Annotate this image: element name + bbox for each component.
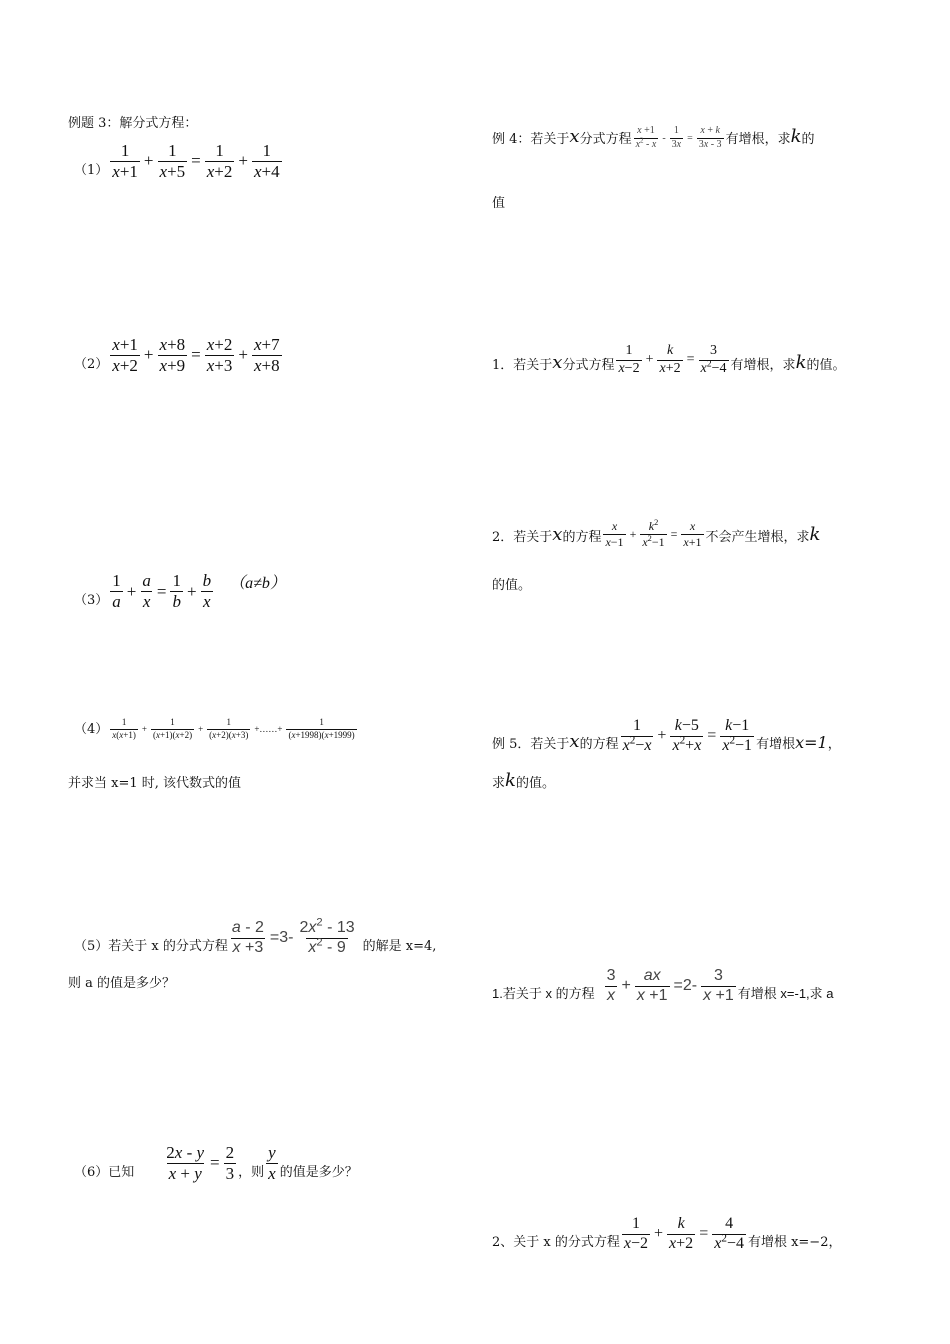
- question-2-k: k: [809, 524, 821, 546]
- question-2b: [492, 1216, 841, 1253]
- problem-6: [74, 1144, 358, 1183]
- problem-4-expression: $\frac{1}{x(x+1)}$ + $\frac{1}{(x+1)(x+2)}$ + $\frac{1}{(x+2)(x+3)}$ +……+ $\frac{1}{(x+1998)(x+1999)}$: [112, 717, 355, 740]
- example-4-k: k: [790, 126, 802, 147]
- example-5: [492, 718, 841, 755]
- example-4-suffix: 有增根，求: [725, 132, 791, 147]
- example-5-prefix: 例 5．若关于: [492, 736, 570, 752]
- problem-5: [74, 916, 437, 957]
- example-5-line2: [492, 770, 555, 794]
- example-5-mid: 的方程: [579, 736, 619, 752]
- section-heading: 例题 3：解分式方程：: [68, 116, 198, 131]
- example-4: [492, 126, 815, 150]
- question-2: [492, 520, 820, 548]
- problem-5-line2: 则 a 的值是多少？: [68, 976, 176, 991]
- question-1-prefix: 1．若关于: [492, 358, 553, 374]
- problem-1-label: （1）: [74, 162, 109, 178]
- example-5-equation: $\frac{1}{x^2-x}$ + $\frac{k-5}{x^2+x}$ = $\frac{k-1}{x^2-1}$: [622, 717, 753, 754]
- question-2-equation: $\frac{x}{x-1}$ + $\frac{k^2}{x^2-1}$ = $\frac{x}{x+1}$: [605, 518, 702, 549]
- problem-6-equation: $\frac{2x - y}{x + y}$ = $\frac{2}{3}$: [166, 1143, 235, 1183]
- question-1b-equation: $\frac{3}{x}$ + $\frac{ax}{x +1}$ =2- $\frac{3}{x +1}$: [606, 967, 734, 1004]
- question-1b-prefix: 1.若关于 x 的方程: [492, 985, 595, 1001]
- problem-1: [74, 142, 284, 181]
- question-1-mid: 分式方程: [562, 358, 615, 374]
- question-2-prefix: 2．若关于: [492, 530, 553, 546]
- example-5-root: x=1: [795, 732, 828, 752]
- problem-2-equation: $\frac{x+1}{x+2}$ + $\frac{x+8}{x+9}$ = $\frac{x+2}{x+3}$ + $\frac{x+7}{x+8}$: [112, 335, 280, 375]
- question-1-suffix: 有增根，求: [730, 358, 796, 374]
- question-2-line2: 的值。: [492, 578, 532, 593]
- question-2b-prefix: 2、关于 x 的分式方程: [492, 1234, 620, 1250]
- problem-4-label: （4）: [74, 722, 109, 737]
- question-2-var: x: [552, 524, 563, 546]
- problem-5-suffix: 的解是 x=4,: [362, 938, 437, 954]
- problem-6-ratio: $\frac{y}{x}$: [268, 1143, 276, 1183]
- problem-4-note: 并求当 x=1 时, 该代数式的值: [68, 776, 242, 791]
- problem-3-equation: $\frac{1}{a}$ + $\frac{a}{x}$ = $\frac{1}{b}$ + $\frac{b}{x}$: [112, 571, 212, 612]
- example-5-line2a: 求: [492, 776, 506, 791]
- example-4-var: x: [569, 126, 580, 147]
- question-2b-suffix: 有增根 x=−2，: [747, 1234, 842, 1250]
- example-5-var: x: [569, 730, 580, 752]
- question-1-equation: $\frac{1}{x-2}$ + $\frac{k}{x+2}$ = $\frac{3}{x^2-4}$: [618, 343, 727, 376]
- problem-2-label: （2）: [74, 356, 109, 372]
- example-4-end: 的: [801, 132, 815, 147]
- question-1-k: k: [795, 352, 807, 374]
- problem-1-equation: $\frac{1}{x+1}$ + $\frac{1}{x+5}$ = $\frac{1}{x+2}$ + $\frac{1}{x+4}$: [112, 141, 280, 181]
- problem-5-equation: $\frac{a - 2}{x +3}$ =3- $\frac{2x^2 - 13}{x^2 - 9}$: [231, 916, 355, 956]
- question-2b-equation: $\frac{1}{x-2}$ + $\frac{k}{x+2}$ = $\frac{4}{x^2-4}$: [623, 1215, 744, 1252]
- problem-4: [74, 718, 359, 740]
- example-4-prefix: 例 4：若关于: [492, 132, 570, 147]
- example-5-comma: ，: [827, 736, 841, 752]
- question-2-mid: 的方程: [562, 530, 602, 546]
- problem-6-prefix: （6）已知: [74, 1164, 135, 1180]
- problem-3-condition: （a≠b）: [229, 575, 286, 592]
- example-4-equation: $\frac{x +1}{x^2 - x}$ - $\frac{1}{3x}$ = $\frac{x + k}{3x - 3}$: [635, 125, 722, 150]
- problem-3: [74, 570, 286, 611]
- question-1-end: 的值。: [806, 358, 846, 374]
- question-2-suffix: 不会产生增根，求: [705, 530, 810, 546]
- problem-2: [74, 336, 284, 375]
- problem-6-suffix: 的值是多少？: [279, 1164, 358, 1180]
- question-1: [492, 344, 846, 376]
- example-5-k: k: [505, 770, 516, 791]
- problem-3-label: （3）: [74, 593, 109, 608]
- question-1b: [492, 968, 834, 1005]
- problem-5-prefix: （5）若关于 x 的分式方程: [74, 938, 228, 954]
- example-4-line2: 值: [492, 196, 506, 211]
- example-5-line2b: 的值。: [515, 776, 555, 791]
- question-1-var: x: [552, 352, 563, 374]
- problem-6-mid: ，则: [238, 1164, 265, 1180]
- example-5-suffix: 有增根: [756, 736, 796, 752]
- example-4-mid: 分式方程: [579, 132, 632, 147]
- question-1b-suffix: 有增根 x=-1,求 a: [737, 985, 834, 1001]
